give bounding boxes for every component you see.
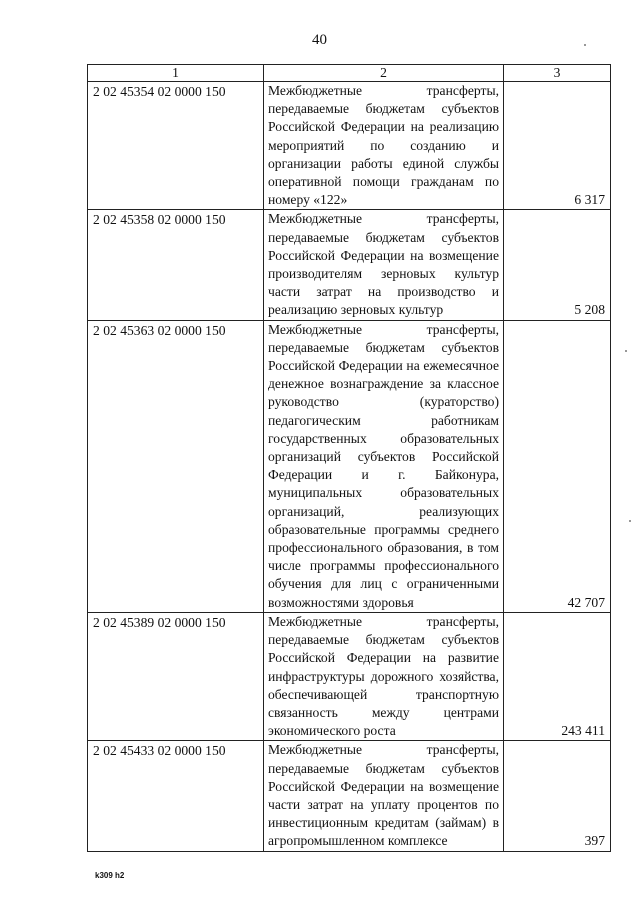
transfer-description: Межбюджетные трансферты, передаваемые бюджетам субъектов Российской Федерации на развитие инфраструктуры дорожного хозяйства, обеспечивающей транспортную связанность между центрами экономического роста (264, 612, 504, 740)
classification-code: 2 02 45433 02 0000 150 (88, 741, 264, 851)
transfer-amount: 6 317 (504, 82, 611, 210)
classification-code: 2 02 45363 02 0000 150 (88, 320, 264, 612)
classification-code: 2 02 45389 02 0000 150 (88, 612, 264, 740)
scan-speck (625, 350, 627, 352)
transfer-amount: 397 (504, 741, 611, 851)
transfer-amount: 42 707 (504, 320, 611, 612)
footer-document-code: k309 h2 (95, 871, 125, 880)
table-header-row (88, 65, 611, 82)
table-row (88, 741, 611, 851)
transfer-description: Межбюджетные трансферты, передаваемые бюджетам субъектов Российской Федерации на ежемесячное денежное вознаграждение за классное руководство (кураторство) педагогическим работникам государственных образовательных организаций субъектов Российской Федерации и г. Байконура, муниципальных образовательных организаций, реализующих образовательные программы среднего профессионального образования, в том числе программы профессионального обучения для лиц с ограниченными возможностями здоровья (264, 320, 504, 612)
column-header-amount: 3 (504, 65, 611, 82)
page-number: 40 (312, 32, 327, 48)
transfer-description: Межбюджетные трансферты, передаваемые бюджетам субъектов Российской Федерации на возмещение части затрат на уплату процентов по инвестиционным кредитам (займам) в агропромышленном комплексе (264, 741, 504, 851)
transfer-amount: 5 208 (504, 210, 611, 320)
column-header-name: 2 (264, 65, 504, 82)
scan-speck (629, 520, 631, 522)
table-row (88, 210, 611, 320)
transfer-description: Межбюджетные трансферты, передаваемые бюджетам субъектов Российской Федерации на реализацию мероприятий по созданию и организации работы единой службы оперативной помощи гражданам по номеру «122» (264, 82, 504, 210)
table-row (88, 320, 611, 612)
column-header-code: 1 (88, 65, 264, 82)
transfer-description: Межбюджетные трансферты, передаваемые бюджетам субъектов Российской Федерации на возмещение производителям зерновых культур части затрат на производство и реализацию зерновых культур (264, 210, 504, 320)
budget-table (87, 64, 611, 852)
transfer-amount: 243 411 (504, 612, 611, 740)
scan-speck (584, 44, 586, 46)
table-row (88, 82, 611, 210)
classification-code: 2 02 45358 02 0000 150 (88, 210, 264, 320)
table-row (88, 612, 611, 740)
classification-code: 2 02 45354 02 0000 150 (88, 82, 264, 210)
